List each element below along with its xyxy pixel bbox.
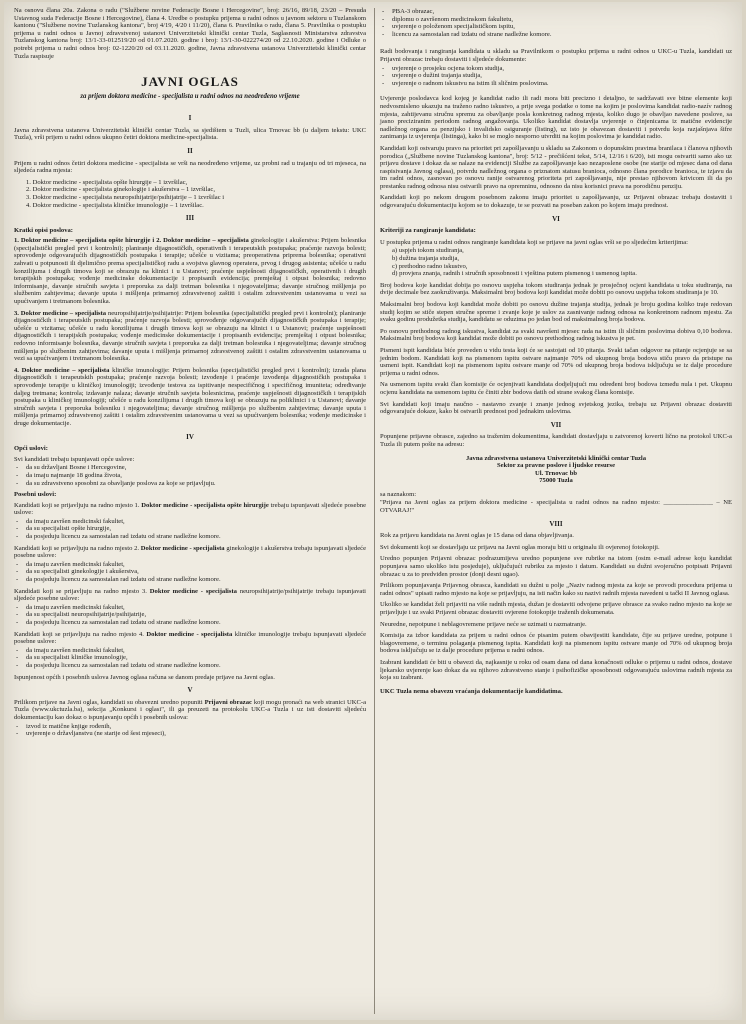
position-item: 1. Doktor medicine - specijalista opšte hirurgije – 1 izvršilac,	[26, 178, 188, 186]
form-fill-note: Uredno popunjen Prijavni obrazac podrazumijeva uredno popunjene sve rubrike na istom (osim e-mail adrese koju kandidat popunjava samo ukoliko istu posjeduje), uključujući rubriku za mjesto i datum. Kandidati su dužni svojeručno potpisati Prijavni obrazac u za to predviđen prostor (donji desni ugao).	[380, 555, 732, 578]
address-line: 75000 Tuzla	[539, 477, 573, 485]
criteria-item: b) dužina trajanja studija,	[392, 255, 460, 263]
points-duration: Maksimalni broj bodova koji kandidat može dobiti po osnovu dužine trajanja studija, jednak je broju godina koliko traje redovan studij kojim se stiče stepen stručne spreme i zvanje koje je uslov za zasnivanje radnog odnosa na konkretnom radnom mjestu. Za svaku godinu produžetka studija, kandidatu se oduzima po jedan bod od maksimalnog broja bodova.	[380, 301, 732, 324]
special-conditions-heading: Posebni uslovi:	[14, 491, 57, 499]
criteria-item: c) prethodno radno iskustvo,	[392, 262, 468, 270]
position-item: 3. Doktor medicine - specijalista neuropsihijatrije/psihijatrije – 1 izvršilac i	[26, 193, 225, 201]
special-position: Doktor medicine - specijalista	[146, 630, 233, 638]
special-condition-2-intro	[14, 545, 366, 560]
duty-4	[14, 367, 366, 428]
documents-note: Svi dokumenti koji se dostavljaju uz prijavu na Javni oglas moraju biti u originalu ili ovjerenoj fotokopiji.	[380, 543, 660, 551]
address-line: Ul. Trnovac bb	[534, 469, 578, 477]
special-condition-item: - da su specijalisti neuropsihijatrije/psihijatrije,	[14, 611, 366, 619]
required-document-item: - uvjerenje o državljanstvu (ne starije od šest mjeseci),	[14, 730, 366, 738]
general-condition-item: - da imaju najmanje 18 godina života,	[14, 472, 366, 480]
section-heading-6: VI	[552, 214, 560, 223]
special-condition-item: - da posjeduju licencu za samostalan rad izdatu od strane nadležne komore.	[14, 662, 366, 670]
written-exam: Pismeni ispit kandidata biće proveden u vidu testa koji će se sastojati od 10 pitanja. Svaki tačan odgovor na pitanje ocjenjuje se sa jednim bodom. Kandidati koji na pismenom ispitu ostvare najmanje 70% od ukupnog broja bodova stiču pravo da pristupe na usmeni ispit. Kandidati koji na pismenom ispitu ostvare manje od 70% od ukupnog broja bodova isključuju se iz dalje procedure prijema u radni odnos.	[380, 346, 732, 377]
special-lead: Kandidati koji se prijavljuju na radno mjesto 1.	[14, 501, 140, 509]
duty-4-title: 4. Doktor medicine – specijalista	[14, 366, 110, 374]
criteria-list	[380, 247, 732, 277]
announcement-subtitle: za prijem doktora medicine - specijalista u radni odnos na neodređeno vrijeme	[80, 93, 300, 101]
special-conditions-list-3	[14, 604, 366, 627]
duty-1-2	[14, 237, 366, 305]
form-text-a: Prilikom prijave na Javni oglas, kandidati su obavezni uredno popuniti	[14, 698, 203, 706]
duty-4-text: kliničke imunologije: Prijem bolesnika (specijalistički pregled prvi i kontrolni); izrada plana dijagnostičkih i terapeutskih postupaka; praćenje razvoja bolesti; izvođenje i praćenje izvođenja dijagnostičkih postupaka i sprovođenje terapije u kliničkoj imunologiji; izvođenje testova za ispitivanje nespecifičnog i specifičnog imuniteta; određivanje daljeg tretmana; kontrola; izdavanje nalaza; davanje stručnih savjeta bolesnicima, praćenje uspješnosti dijagnostičkih i terapijskih postupaka u kliničkoj imunologiji; učešće u radu konzilijuma i drugih timova koji se obrazuju na poliklinici i u Ustanovi; davanje stručnih savjeta i preporuka bolesniku i njegovateljima; davanje stručnog mišljenja po službenim zahtjevima; davanje uputa i mišljenja primarnoj zdravstvenoj zaštiti i ostalim zdravstvenim ustanovama u vezi sa upućivanjem bolesnika; vođenje medicinske i druge dokumentacije.	[14, 366, 366, 427]
special-conditions-list-4	[14, 647, 366, 670]
positions-list	[14, 179, 366, 209]
address-line: Javna zdravstvena ustanova Univerzitetski klinički centar Tuzla	[465, 454, 647, 462]
special-condition-1-intro	[14, 502, 366, 517]
special-lead: Kandidati koji se prijavljuju na radno mjesto 2.	[14, 544, 140, 552]
special-condition-item: - da su specijalisti ginekologije i akušerstva,	[14, 568, 366, 576]
general-conditions-intro: Svi kandidati trebaju ispunjavati opće uslove:	[14, 455, 135, 463]
special-condition-item: - da posjeduju licencu za samostalan rad izdatu od strane nadležne komore.	[14, 619, 366, 627]
special-position: Doktor medicine - specijalista	[140, 544, 225, 552]
priority-note: Kandidati koji ostvaruju pravo na prioritet pri zapošljavanju u skladu sa Zakonom o dopunskim pravima branilaca i članova njihovih porodica („Službene novine Tuzlanskog kantona", broj: 5/12 - prečišćeni tekst, 5/14, 12/16 i 6/20), isti mogu ostvariti samo ako uz prijavu dostave i dokaz da se nalaze na evidenciji Službe za zapošljavanje kao nezaposlene osobe (ne starije od mjesec dana od dana raspisivanja Javnog oglasa), potvrdu nadležnog organa o priznatom statusu branioca, odnosno člana porodice branioca, te izjavu da im radni odnos, zasnovan po osnovu ranije ostvarenog prioriteta pri zapošljavanju, nije prestao njihovom krivicom ili da po prestanku radnog odnosa nisu ostvarili pravo na opremninu, odnosno da nisu korisnici prava na porodičnu penziju.	[380, 144, 732, 190]
criteria-item: d) provjera znanja, radnih i stručnih sposobnosti i vještina putem pismenog i usmenog ispita.	[392, 270, 637, 278]
required-document-item: - uvjerenje o položenom specijalističkom ispitu,	[380, 23, 732, 31]
deadline-text: Rok za prijavu kandidata na Javni oglas je 15 dana od dana objavljivanja.	[380, 532, 574, 540]
general-conditions-list	[14, 464, 366, 487]
special-tail: trebaju ispunjavati sljedeće posebne uslove:	[14, 501, 366, 517]
section-1-text: Javna zdravstvena ustanova Univerzitetski klinički centar Tuzla, sa sjedištem u Tuzli, ulica Trnovac bb (u daljem tekstu: UKC Tuzla), vrši prijem u radni odnos ukupno četiri doktora medicine-specijalista.	[14, 126, 366, 142]
special-conditions-list-1	[14, 518, 366, 541]
ranking-document-item: - uvjerenje o dužini trajanja studija,	[380, 72, 732, 80]
special-condition-3-intro	[14, 588, 366, 603]
section-heading-8: VIII	[549, 519, 563, 528]
other-basis-note: Kandidati koji po nekom drugom posebnom zakonu imaju prioritet u zapošljavanju, uz Prijavni obrazac trebaju dostaviti i odgovarajuću dokumentaciju kojom se to dokazuje, te se pozvati na poseban zakon po kojem imaju prednost.	[380, 194, 732, 210]
general-condition-item: - da su državljani Bosne i Hercegovine,	[14, 464, 366, 472]
points-study: Broj bodova koje kandidat dobija po osnovu uspjeha tokom studiranja jednak je prosječnoj ocjeni kandidata u toku studiranja, na dvije decimale bez zaokruživanja. Maksimalni broj bodova koji kandidat može dobiti po osnovu uspjeha tokom studiranja je 10.	[380, 281, 732, 297]
commission-note: Komisija za izbor kandidata za prijem u radni odnos će pisanim putem obavijestiti kandidate, čije su prijave uredne, potpune i blagovremene, o terminu polaganja pismenog ispita. Kandidati koji na pismenom ispitu ostvare manje od 70% od ukupnog broja bodova isključuju se iz dalje procedure prijema u radni odnos.	[380, 632, 732, 655]
envelope-text: "Prijava na Javni oglas za prijem doktora medicine - specijalista u radni odnos na radno mjesto: _______________ – NE OTVARAJ!"	[380, 499, 732, 515]
language-note: Svi kandidati koji imaju naučno - nastavno zvanje i znanje jednog svjetskog jezika, trebaju uz Prijavni obrazac dostaviti odgovarajuće dokaze, kako bi ostvarili prednost pod jednakim uslovima.	[380, 400, 732, 416]
required-documents-list	[14, 723, 366, 738]
section-heading-7: VII	[550, 420, 562, 429]
duty-1-2-title: 1. Doktor medicine – specijalista opšte hirurgije i 2. Doktor medicine – specijalista	[14, 237, 249, 245]
ranking-document-item: - uvjerenje o radnom iskustvu na istim ili sličnim poslovima.	[380, 80, 732, 88]
special-tail: neuropsihijatrije/psihijatrije trebaju ispunjavati sljedeće posebne uslove:	[14, 587, 366, 603]
delivery-address	[380, 455, 732, 485]
duty-3-text: neuropsihijatrije/psihijatrije: Prijem bolesnika (specijalistički pregled prvi i kontrolni); planiranje dijagnostičkih i terapeutskih postupaka; praćenje razvoja bolesti; sprovođenje odgovarajućih dijagnostičkih postupaka i terapije; učešće u vizitama; učešće u radu konzilijuma i drugih timova koji se obrazuju na klinici i u Ustanovi; praćenje uspješnosti dijagnostičkih i terapijskih postupaka; vođenje medicinske dokumentacije i propisanih evidencija; premještaj i otpust bolesnika; redovno informisanje bolesnika, davanje stručnih savjeta i preporuka za dalji tretman bolesnika i njegovateljima; davanje stručnog mišljenja po službenim zahtjevima; davanje uputa i mišljenja primarnoj zdravstvenoj zaštiti i ostalim zdravstvenim ustanovama u vezi sa upućivanjem i tretmanom bolesnika.	[14, 309, 366, 363]
address-line: Sektor za pravne poslove i ljudske resurse	[496, 462, 616, 470]
section-heading-5: V	[187, 686, 193, 695]
special-position: Doktor medicine - specijalista	[149, 587, 237, 595]
duties-heading: Kratki opisi poslova:	[14, 226, 73, 234]
special-lead: Kandidati koji se prijavljuju na radno mjesto 4.	[14, 630, 144, 638]
special-conditions-list-2	[14, 561, 366, 584]
ranking-documents-intro: Radi bodovanja i rangiranja kandidata u skladu sa Pravilnikom o postupku prijema u radni odnos u UKC-u Tuzla, kandidati uz Prijavni obrazac trebaju dostaviti i sljedeće dokumente:	[380, 48, 732, 63]
left-column	[14, 2, 366, 742]
required-document-item: - PBA-3 obrazac,	[380, 8, 732, 16]
newspaper-page	[4, 2, 742, 1020]
multiple-positions-note: Ukoliko se kandidat želi prijaviti na više radnih mjesta, dužan je dostaviti odvojene prijave obrasce za svako radno mjesto na koje se prijavljuje i uz svaki Prijavni obrazac dostaviti ovjerene fotokopije traženih dokumenata.	[380, 601, 732, 616]
criteria-intro: U postupku prijema u radni odnos rangiranje kandidata koji se prijave na javni oglas vrši se po sljedećim kriterijima:	[380, 238, 688, 246]
section-heading-1: I	[188, 114, 192, 123]
position-item: 2. Doktor medicine - specijalista ginekologije i akušerstva – 1 izvršilac,	[26, 186, 215, 194]
criteria-item: a) uspjeh tokom studiranja,	[392, 247, 464, 255]
column-divider	[374, 8, 375, 1014]
duty-3-title: 3. Doktor medicine – specijalista	[14, 309, 107, 317]
special-condition-item: - da imaju završen medicinski fakultet,	[14, 604, 366, 612]
special-condition-item: - da imaju završen medicinski fakultet,	[14, 518, 366, 526]
selection-note: Izabrani kandidati će biti u obavezi da, najkasnije u roku od osam dana od dana konačnosti odluke o prijemu u radni odnos, dostave ljekarsko uvjerenje kao dokaz da su njihovo zdravstveno stanje i psihofizičke sposobnosti odgovarajuću uslovima radnih mjesta za koja su izabrani.	[380, 658, 732, 682]
duty-3	[14, 310, 366, 363]
form-text-c: koji mogu pronaći na web stranici UKC-a Tuzla (www.ukctuzla.ba), sekcija „Konkursi i oglasi", ili ga preuzeti na protokolu UKC-a Tuzla i uz isti dostaviti sljedeću dokumentaciju kao dokaz o ispunjavanju općih i posebnih uslova:	[14, 698, 366, 721]
criteria-heading: Kriteriji za rangiranje kandidata:	[380, 227, 476, 235]
position-item: 4. Doktor medicine - specijalista kliničke imunologije – 1 izvršilac.	[26, 201, 204, 209]
special-condition-item: - da su specijalisti opšte hirurgije,	[14, 525, 366, 533]
section-heading-2: II	[187, 146, 193, 155]
final-note: UKC Tuzla nema obavezu vraćanja dokumentacije kandidatima.	[380, 687, 563, 695]
special-condition-item: - da su specijalisti kliničke imunologije,	[14, 654, 366, 662]
special-position: Doktor medicine - specijalista opšte hirurgije	[141, 501, 269, 509]
special-condition-item: - da imaju završen medicinski fakultet,	[14, 561, 366, 569]
delivery-text: Popunjene prijavne obrasce, zajedno sa traženim dokumentima, kandidati dostavljaju u zatvorenoj koverti lično na protokol UKC-a Tuzla ili putem pošte na adresu:	[380, 433, 732, 448]
required-document-item: - diplomu o završenom medicinskom fakultetu,	[380, 16, 732, 24]
special-lead: Kandidati koji se prijavljuju na radno mjesto 3.	[14, 587, 147, 595]
envelope-label: sa naznakom:	[380, 490, 417, 498]
points-experience: Po osnovu prethodnog radnog iskustva, kandidat za svaki navršeni mjesec rada na istim ili sličnim poslovima dobiva 0,10 bodova. Maksimalni broj bodova koji kandidat može dobiti po osnovu prethodnog radnog iskustva je pet.	[380, 327, 732, 343]
general-conditions-heading: Opći uslovi:	[14, 445, 48, 453]
section-heading-3: III	[185, 214, 195, 223]
special-tail: kliničke imunologije trebaju ispunjavati sljedeće posebne uslove:	[14, 630, 367, 646]
oral-exam: Na usmenom ispitu svaki član komisije će ocjenjivati kandidata dodjeljujući mu određeni broj bodova između nula i pet. Ukupnu ocjenu kandidata na usmenom ispitu će činiti zbir bodova datih od strane svakog člana komisije.	[380, 381, 732, 396]
position-note: Prilikom popunjavanja Prijavnog obrasca, kandidati su dužni u polje „Naziv radnog mjesta za koje se provodi procedura prijema u radni odnos" upisati radno mjesto na koje se prijavljuju, na isti način kako su nazivi radnih mjesta navedeni u tački II Javnog oglasa.	[380, 582, 732, 597]
right-column	[380, 2, 732, 699]
section-2-text: Prijem u radni odnos četiri doktora medicine - specijalista se vrši na neodređeno vrijeme, uz probni rad u trajanju od tri mjeseca, na sljedeća radna mjesta:	[14, 159, 366, 175]
special-tail: ginekologije i akušerstva trebaju ispunjavati sljedeće posebne uslove:	[14, 544, 367, 560]
application-form-paragraph	[14, 699, 366, 722]
incomplete-note: Neuredne, nepotpune i neblagovremene prijave neće se uzimati u razmatranje.	[380, 620, 587, 628]
special-condition-item: - da posjeduju licencu za samostalan rad izdatu od strane nadležne komore.	[14, 533, 366, 541]
conditions-note: Ispunjenost općih i posebnih uslova Javnog oglasa računa se danom predaje prijave na Javni oglas.	[14, 673, 275, 681]
special-condition-4-intro	[14, 631, 366, 646]
general-condition-item: - da su zdravstveno sposobni za obavljanje poslova za koje se prijavljuju.	[14, 480, 366, 488]
required-document-item: - izvod iz matične knjige rođenih,	[14, 723, 366, 731]
experience-note: Uvjerenje poslodavca kod kojeg je kandidat radio ili radi mora biti precizno i detaljno, te sadržavati sve bitne elemente koji nedvosmisleno ukazuju na traženo radno iskustvo, a prije svega podatke o tome na kojim je poslovima kandidat radio-nazív radnog mjesta, zahtijevanu stručnu spremu za obavljanje posla konkretnog radnog mjesta, koliko dugo je obavljao navedene poslove, sa jasno preciziranim periodom radnog angažovanja. Ukoliko kandidat dostavlja uvjerenje o činjenicama iz matične evidencije nadležnog organa za penzijsko i invalidsko osiguranje (listing), uz isto je obavezan dostaviti i potvrdu koja razjašnjava šifre zanimanja iz uvjerenja (listinga), kako bi se moglo nesporno utvrditi na kojim poslovima je kandidat radio.	[380, 95, 732, 141]
form-text-b: Prijavni obrazac	[204, 698, 252, 706]
ranking-documents-list	[380, 65, 732, 88]
required-documents-continued	[380, 8, 732, 38]
ranking-document-item: - uvjerenje o prosjeku ocjena tokom studija,	[380, 65, 732, 73]
announcement-title: JAVNI OGLAS	[141, 74, 239, 90]
special-condition-item: - da imaju završen medicinski fakultet,	[14, 647, 366, 655]
required-document-item: - licencu za samostalan rad izdatu od strane nadležne komore.	[380, 31, 732, 39]
special-condition-item: - da posjeduju licencu za samostalan rad izdatu od strane nadležne komore.	[14, 576, 366, 584]
section-heading-4: IV	[186, 432, 194, 441]
legal-basis-paragraph: Na osnovu člana 20a. Zakona o radu ("Službene novine Federacije Bosne i Hercegovine", broj: 26/16, 89/18, 23/20 – Presuda Ustavnog suda Federacije Bosne i Hercegovine), člana 4. Uredbe o postupku prijema u radni odnos u javnom sektoru u Tuzlanskom kantonu ("Službene novine Tuzlanskog kantona", broj 4/19, 4/20 i 11/20), člana 6. Pravilnika o radu, člana 5. Pravilnika o postupku prijema u radni odnos u Javnoj zdravstvenoj ustanovi Univerzitetski klinički centar Tuzla, Saglasnosti Ministarstva zdravstva Tuzlanskog kantona broj: 13/1-33-012519/20 od 01.07.2020. godine i broj: 13/1-30-022274/20 od 22.10.2020. godine i Odluke o potrebi prijema u radni odnos broj: 02-1220/20 od 03.11.2020. godine, Javna zdravstvena ustanova Univerzitetski klinički centar Tuzla raspisuje	[14, 7, 366, 60]
duty-1-2-text: ginekologije i akušerstva: Prijem bolesnika (specijalistički pregled prvi i kontrolni); planiranje dijagnostičkih, operativnih i terapeutskih postupaka; praćenje razvoja bolesti; sprovođenje odgovarajućih dijagnostičkih postupaka i terapije; učešće u vizitama; preoperativna priprema bolesnika; operativni zahvati u potpunosti ili djelimično prema specijalističkoj radu a svojstva glavnog operatera, prvog i drugog asistenta; učešće u radu konzilijuma i drugih timova koji se obrazuju na klinici i u Ustanovi; praćenje uspješnosti dijagnostičkih, operativnih i drugih terapijskih postupaka; vođenje medicinske dokumentacije i propisanih evidencija; premještaj i otpust bolesnika; redovno informisanje, davanje stručnih savjeta i preporuka za dalji tretman bolesnika i njegovateljima; davanje stručnog mišljenja po službenim zahtjevima; davanje uputa i mišljenja primarnoj zdravstvenoj zaštiti i ostalim zdravstvenim ustanovama u vezi sa upućivanjem i tretmanom bolesnika.	[14, 237, 366, 306]
